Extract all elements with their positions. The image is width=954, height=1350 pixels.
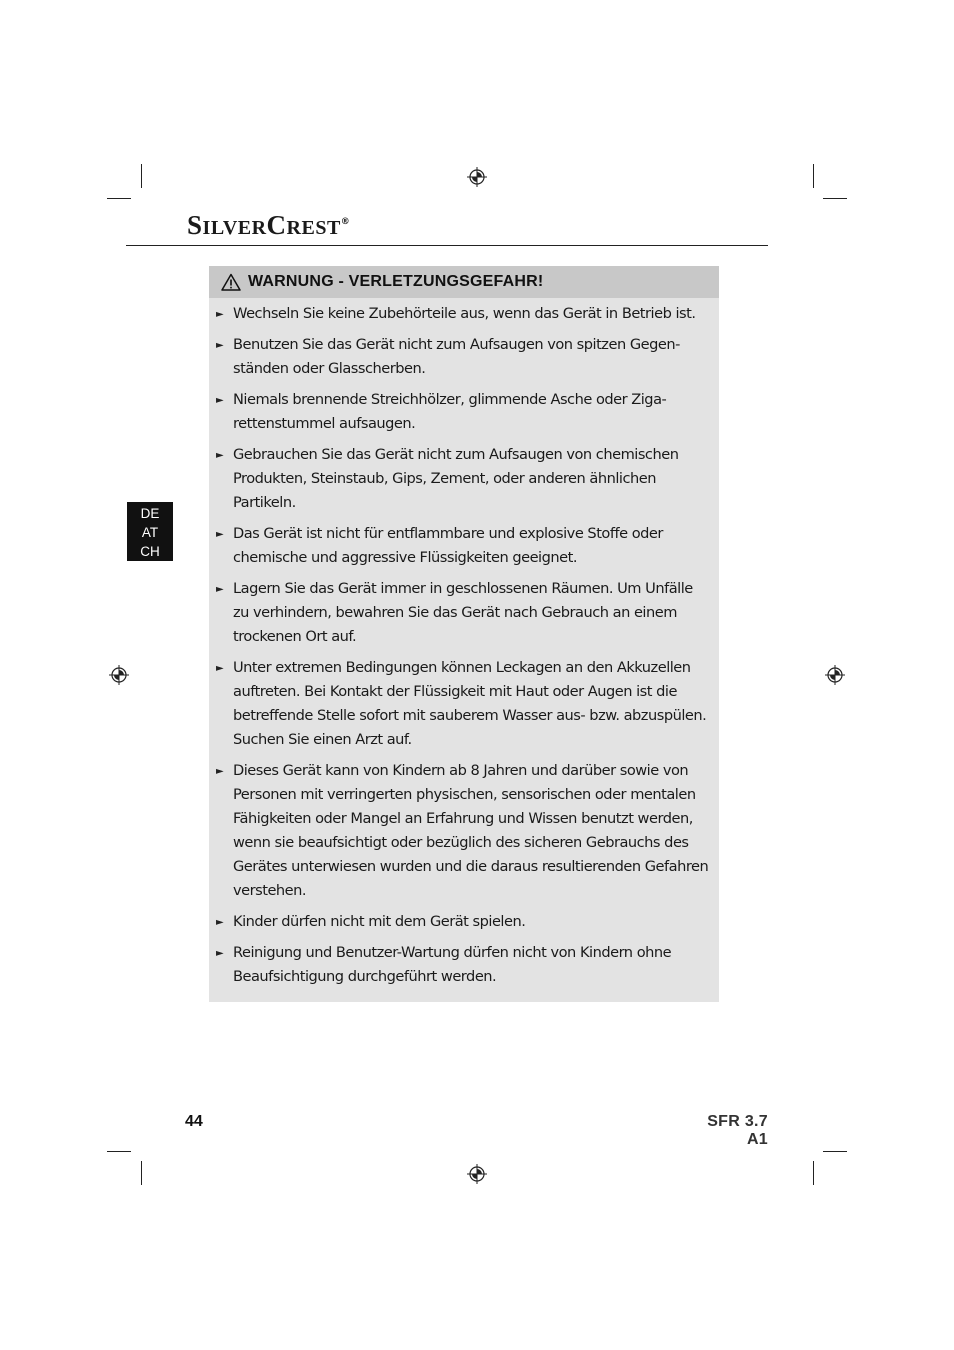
warning-header xyxy=(209,266,719,298)
crop-mark xyxy=(141,164,142,188)
registration-mark-icon xyxy=(467,1164,487,1184)
crop-mark xyxy=(823,198,847,199)
list-item: ► Das Gerät ist nicht für entflammbare und explosive Stoffe oder chemische und aggressive Flüssigkeiten geeignet. xyxy=(216,525,663,566)
warning-list xyxy=(209,298,719,989)
registration-mark-icon xyxy=(467,167,487,187)
language-code: CH xyxy=(140,544,160,559)
bullet-arrow-icon: ► xyxy=(216,663,224,674)
list-item: ► Benutzen Sie das Gerät nicht zum Aufsaugen von spitzen Gegenständen oder Glasscherben. xyxy=(216,336,681,377)
list-item: ► Gebrauchen Sie das Gerät nicht zum Aufsaugen von chemischen Produkten, Steinstaub, Gips, Zement, oder anderen ähnlichen Partikeln. xyxy=(216,446,679,511)
list-item: ► Wechseln Sie keine Zubehörteile aus, wenn das Gerät in Betrieb ist. xyxy=(209,302,711,326)
bullet-arrow-icon: ► xyxy=(216,529,224,540)
language-code: AT xyxy=(141,525,159,540)
bullet-arrow-icon: ► xyxy=(216,766,224,777)
list-item: ► Dieses Gerät kann von Kindern ab 8 Jahren und darüber sowie von Personen mit verringerten physischen, sensorischen oder mentalen Fähigkeiten oder Mangel an Erfahrung und Wissen benutzt werden, wenn sie beaufsichtigt oder bezüglich des sicheren Gebrauchs des Gerätes unterwiesen wurden und die daraus resultierenden Gefahren verstehen. xyxy=(216,762,709,899)
list-item: ► Kinder dürfen nicht mit dem Gerät spielen. xyxy=(209,910,711,934)
list-item: ► Niemals brennende Streichhölzer, glimmende Asche oder Zigarettenstummel aufsaugen. xyxy=(216,391,667,432)
bullet-arrow-icon: ► xyxy=(216,309,224,320)
bullet-arrow-icon: ► xyxy=(216,340,224,351)
warning-title: WARNUNG - VERLETZUNGSGEFAHR! xyxy=(248,273,544,290)
warning-box xyxy=(209,266,719,1002)
bullet-arrow-icon: ► xyxy=(216,584,224,595)
list-item: ► Unter extremen Bedingungen können Leckagen an den Akkuzellen auftreten. Bei Kontakt der Flüssigkeit mit Haut oder Augen ist die betreffende Stelle sofort mit sauberem Wasser aus- bzw. abzuspülen. Suchen Sie einen Arzt auf. xyxy=(216,659,707,748)
warning-triangle-icon xyxy=(221,273,241,291)
language-code: DE xyxy=(140,506,160,521)
bullet-arrow-icon: ► xyxy=(216,917,224,928)
crop-mark xyxy=(107,1151,131,1152)
crop-mark xyxy=(823,1151,847,1152)
list-item: ► Reinigung und Benutzer-Wartung dürfen nicht von Kindern ohne Beaufsichtigung durchgeführt werden. xyxy=(216,944,672,985)
crop-mark xyxy=(141,1161,142,1185)
list-item: ► Lagern Sie das Gerät immer in geschlossenen Räumen. Um Unfälle zu verhindern, bewahren Sie das Gerät nach Gebrauch an einem trockenen Ort auf. xyxy=(216,580,693,645)
bullet-arrow-icon: ► xyxy=(216,395,224,406)
bullet-arrow-icon: ► xyxy=(216,450,224,461)
crop-mark xyxy=(107,198,131,199)
registration-mark-icon xyxy=(109,665,129,685)
registration-mark-icon xyxy=(825,665,845,685)
bullet-arrow-icon: ► xyxy=(216,948,224,959)
brand-logo: SILVERCREST® xyxy=(187,210,351,240)
crop-mark xyxy=(813,1161,814,1185)
language-tab xyxy=(127,502,173,561)
header-rule xyxy=(126,245,768,246)
model-number: SFR 3.7 A1 xyxy=(707,1113,768,1148)
page-number: 44 xyxy=(185,1113,203,1130)
crop-mark xyxy=(813,164,814,188)
